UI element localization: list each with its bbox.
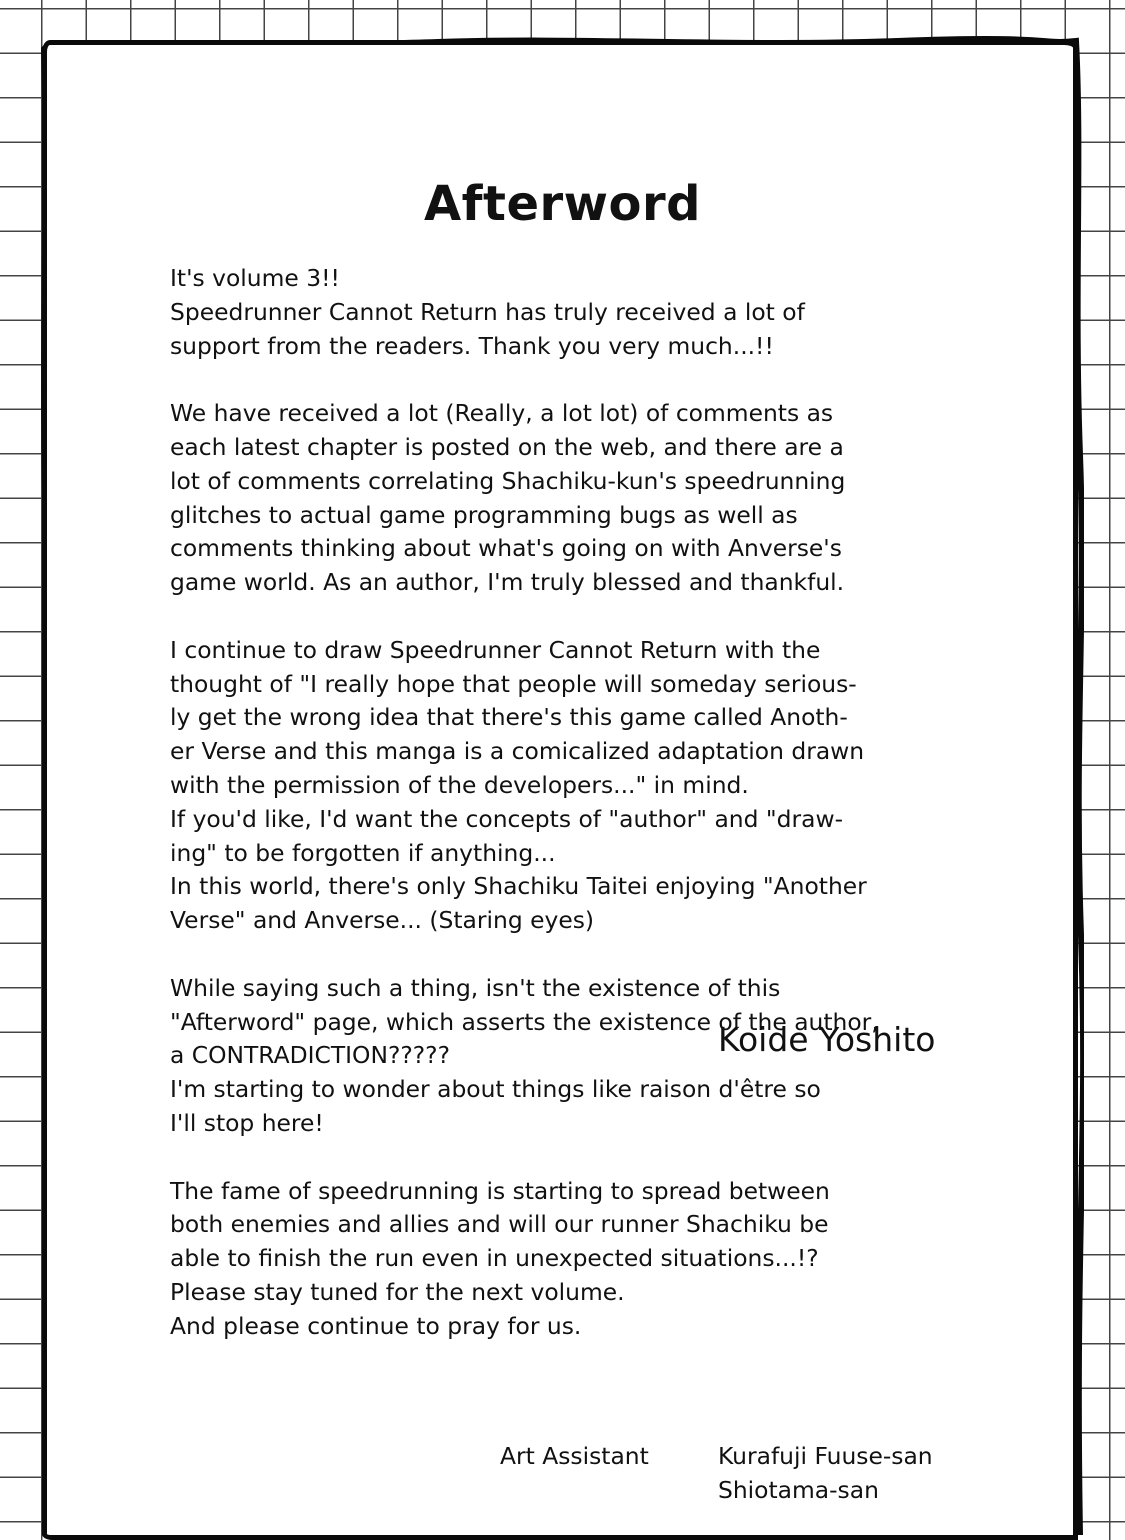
- credit-role-art-assistant: Art Assistant: [500, 1442, 649, 1470]
- paragraph-1: It's volume 3!! Speedrunner Cannot Return has truly received a lot of support from the readers. Thank you very much...!!: [170, 264, 805, 360]
- paragraph-3: I continue to draw Speedrunner Cannot Return with the thought of "I really hope that people will someday serious- ly get the wrong idea that there's this game called Anoth- er Verse and this manga is a comicalized adaptation drawn with the permission of the developers..." in mind. If you'd like, I'd want the concepts of "author" and "draw- ing" to be forgotten if anything... In this world, there's only Shachiku Taitei enjoying "Another Verse" and Anverse... (Staring eyes): [170, 635, 867, 935]
- paragraph-2: We have received a lot (Really, a lot lot) of comments as each latest chapter is posted on the web, and there are a lot of comments correlating Shachiku-kun's speedrunning glitches to actual game programming bugs as well as comments thinking about what's going on with Anverse's game world. As an author, I'm truly blessed and thankful.: [170, 399, 846, 597]
- paragraph-4: While saying such a thing, isn't the existence of this "Afterword" page, which asserts the existence of the author, a CONTRADICTION????? I'm starting to wonder about things like raison d'être so I'll stop here!: [170, 973, 879, 1137]
- credit-name: Kurafuji Fuuse-san: [718, 1442, 933, 1470]
- author-signature: Koide Yoshito: [718, 1020, 936, 1059]
- credit-name: Shiotama-san: [718, 1475, 879, 1504]
- credit-names: [718, 1440, 933, 1508]
- paragraph-5: The fame of speedrunning is starting to spread between both enemies and allies and will our runner Shachiku be able to finish the run even in unexpected situations...!? Please stay tuned for the next volume. And please continue to pray for us.: [170, 1176, 830, 1340]
- afterword-body: [170, 262, 990, 1377]
- page-title: Afterword: [423, 176, 702, 232]
